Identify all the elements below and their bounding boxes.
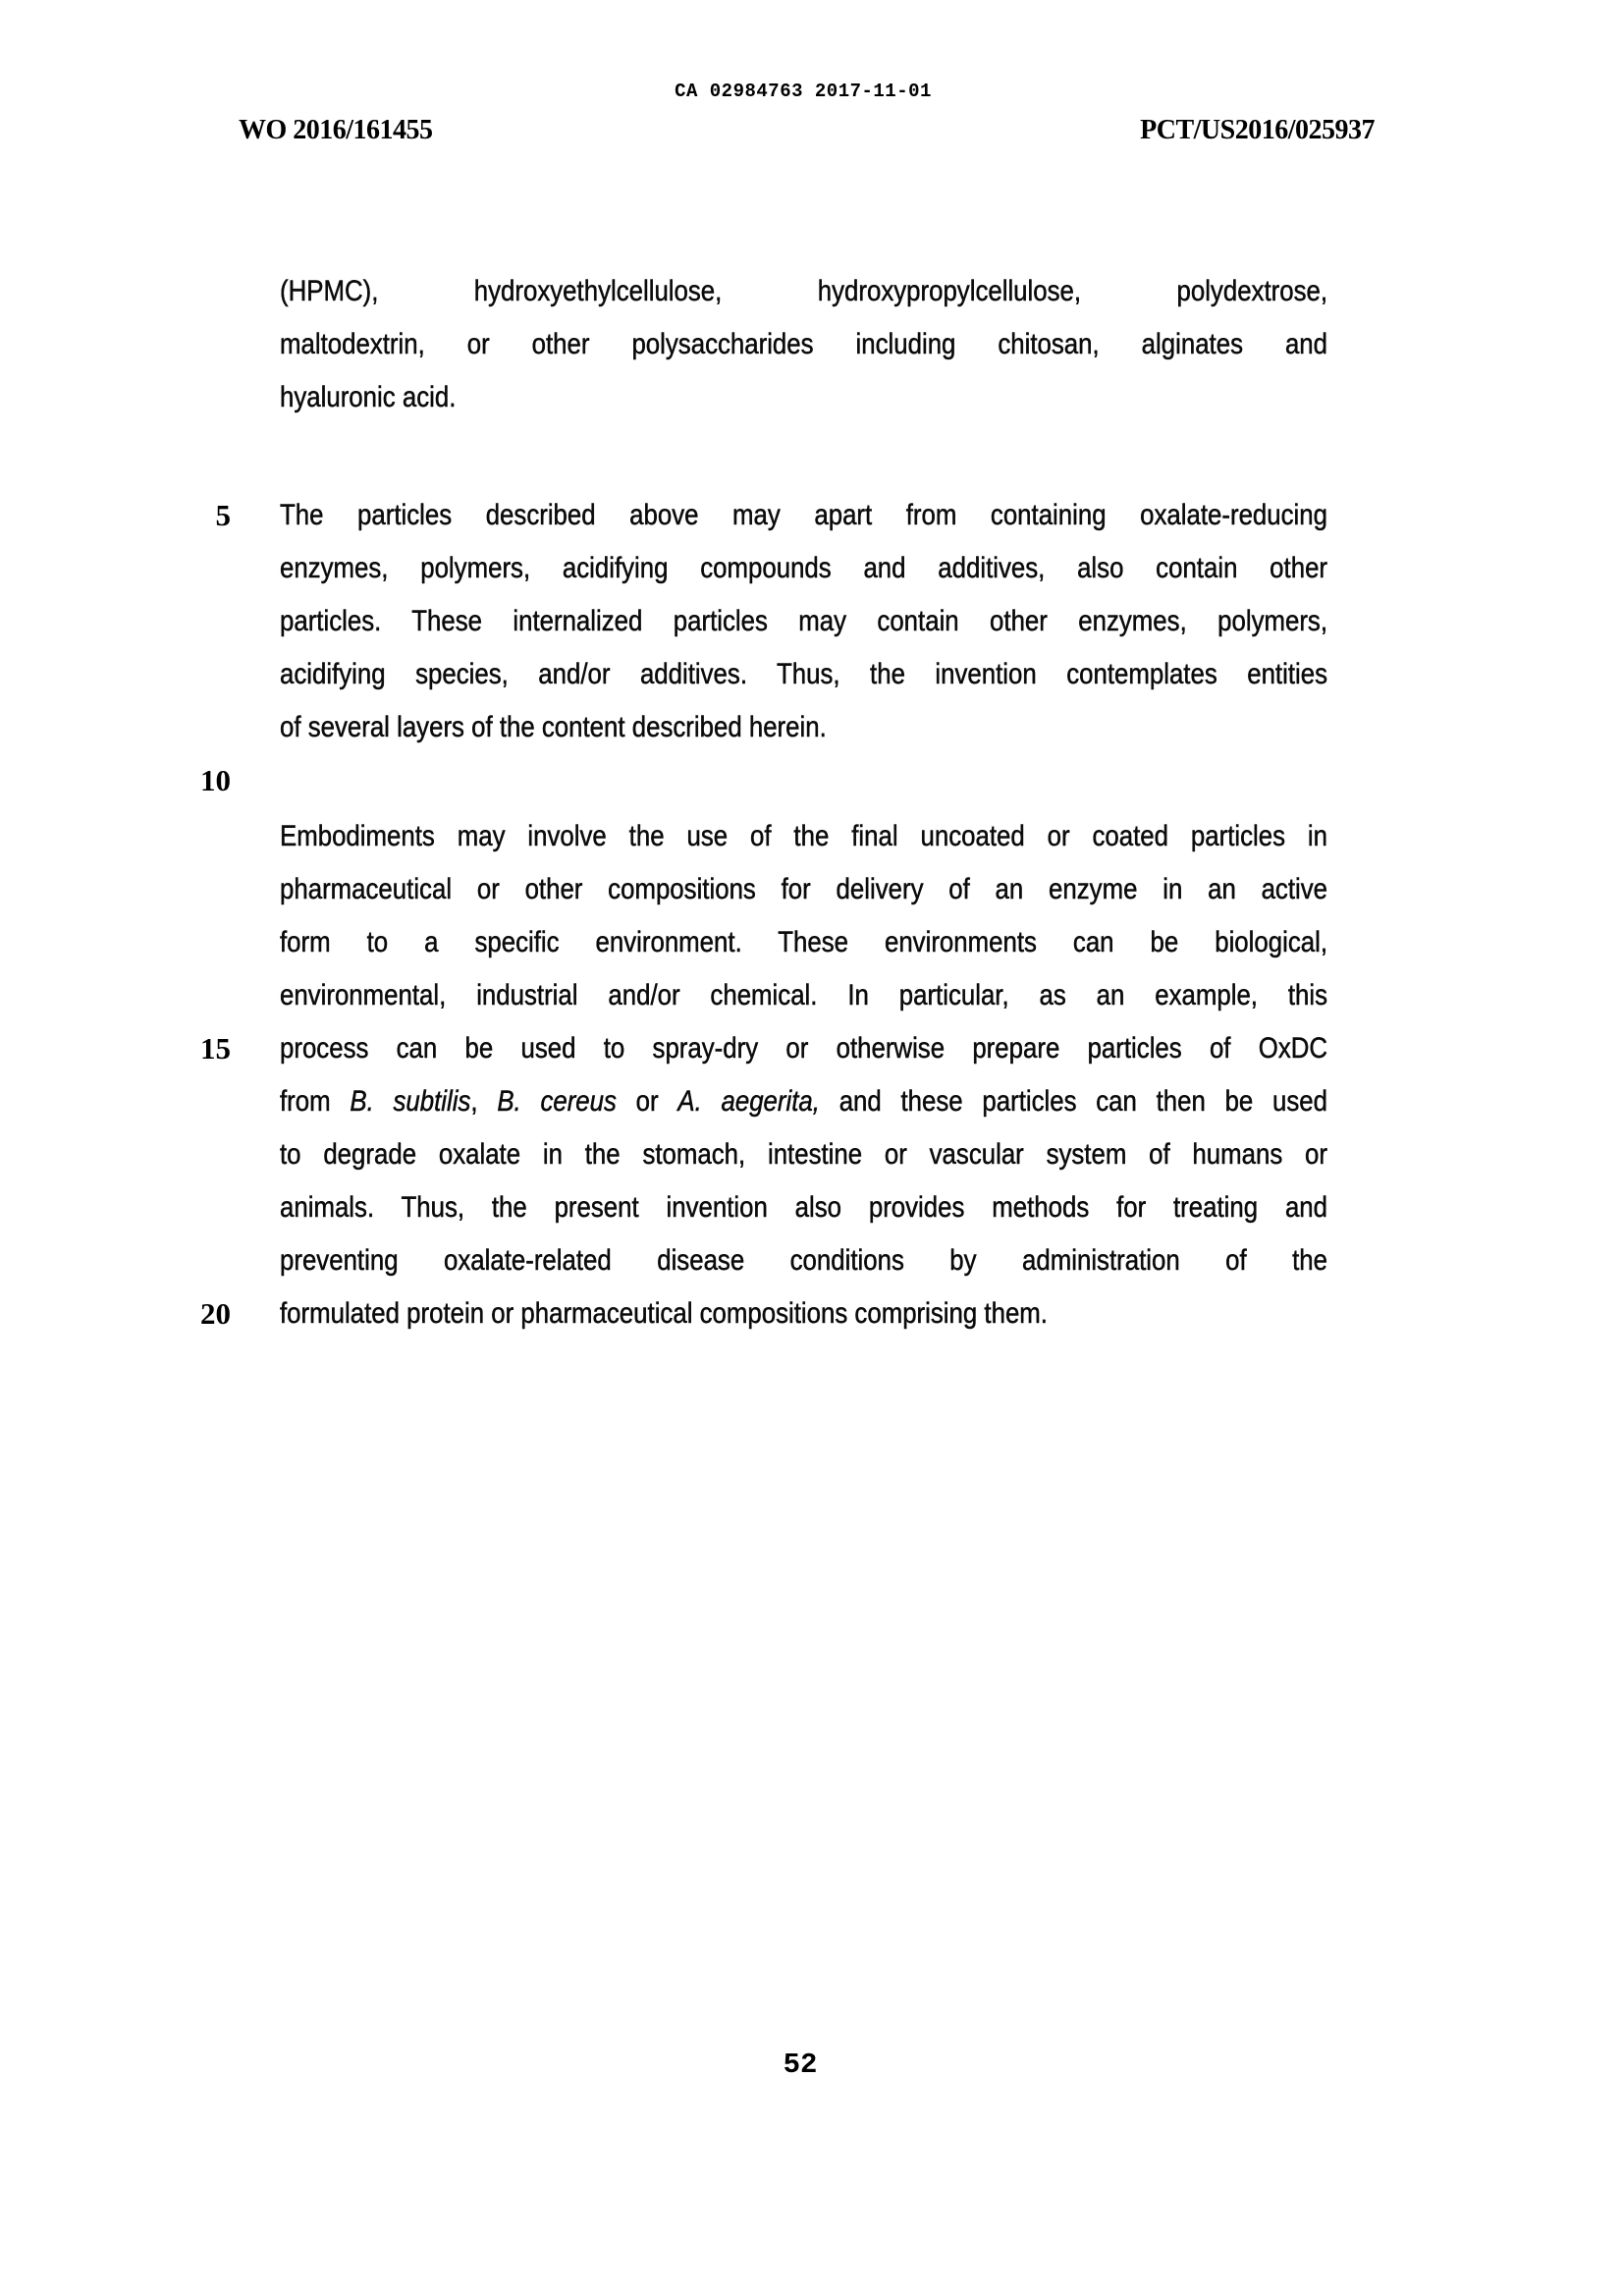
- text-line: pharmaceutical or other compositions for delivery of an enzyme in an active: [280, 873, 1328, 905]
- text-line: hyaluronic acid.: [280, 381, 457, 413]
- margin-line-number-20: 20: [200, 1296, 231, 1331]
- text-line: formulated protein or pharmaceutical compositions comprising them.: [280, 1297, 1048, 1330]
- text-line: enzymes, polymers, acidifying compounds and additives, also contain other: [280, 552, 1328, 584]
- text-line: animals. Thus, the present invention also provides methods for treating and: [280, 1191, 1328, 1224]
- text-line: form to a specific environment. These environments can be biological,: [280, 926, 1328, 958]
- paragraph-embodiments: [280, 810, 1327, 1340]
- text-line: maltodextrin, or other polysaccharides including chitosan, alginates and: [280, 328, 1328, 360]
- text-line: environmental, industrial and/or chemical. In particular, as an example, this: [280, 979, 1328, 1011]
- paragraph-particles: [280, 489, 1327, 754]
- text-line: Embodiments may involve the use of the final uncoated or coated particles in: [280, 820, 1328, 852]
- text-line: of several layers of the content described herein.: [280, 711, 827, 743]
- text-line: from B. subtilis, B. cereus or A. aegerita, and these particles can then be used: [280, 1085, 1328, 1118]
- text-line: particles. These internalized particles may contain other enzymes, polymers,: [280, 605, 1328, 637]
- publication-number: WO 2016/161455: [239, 115, 433, 145]
- text-line: process can be used to spray-dry or otherwise prepare particles of OxDC: [280, 1032, 1328, 1065]
- page-number: 52: [783, 2049, 818, 2081]
- ca-filing-stamp: CA 02984763 2017-11-01: [675, 81, 932, 102]
- text-line: The particles described above may apart from containing oxalate-reducing: [280, 499, 1328, 531]
- text-line: preventing oxalate-related disease conditions by administration of the: [280, 1244, 1328, 1277]
- text-line: to degrade oxalate in the stomach, intestine or vascular system of humans or: [280, 1138, 1328, 1171]
- margin-line-number-10: 10: [200, 763, 231, 797]
- margin-line-number-15: 15: [200, 1031, 231, 1066]
- application-number: PCT/US2016/025937: [1140, 115, 1375, 145]
- margin-line-number-5: 5: [215, 498, 231, 532]
- text-line: acidifying species, and/or additives. Thus, the invention contemplates entities: [280, 658, 1328, 690]
- paragraph-polysaccharides: [280, 265, 1327, 424]
- text-line: (HPMC), hydroxyethylcellulose, hydroxypropylcellulose, polydextrose,: [280, 275, 1328, 307]
